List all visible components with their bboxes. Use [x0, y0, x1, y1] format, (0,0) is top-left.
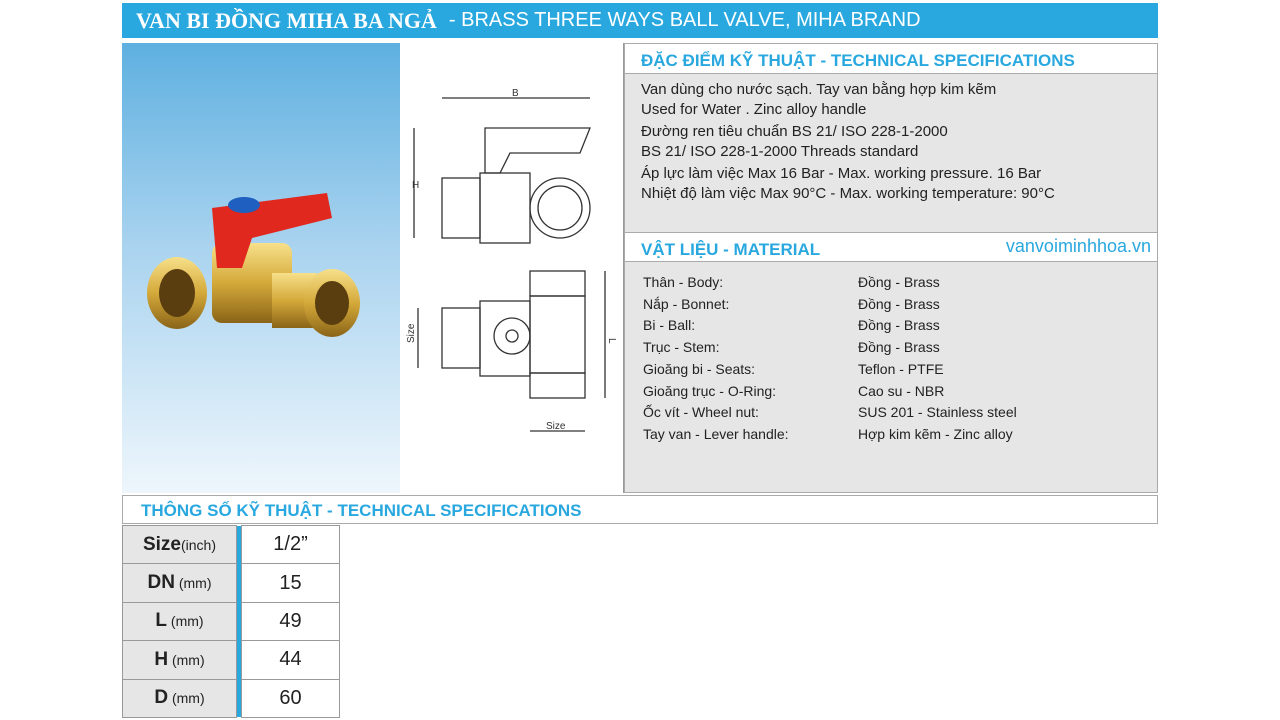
dim-size-bottom: Size [546, 421, 566, 432]
param-value: 1/2” [242, 526, 340, 564]
param-unit: (mm) [171, 690, 205, 707]
material-part: Thân - Body: [643, 274, 724, 290]
param-name: D [154, 687, 169, 709]
title-vn: VAN BI ĐỒNG MIHA BA NGẢ [136, 7, 437, 33]
param-value: 49 [242, 602, 340, 640]
material-value: Hợp kim kẽm - Zinc alloy [858, 425, 1013, 442]
dim-size-side: Size [406, 323, 417, 343]
material-list [625, 262, 1157, 456]
spec-line: BS 21/ ISO 228-1-2000 Threads standard [641, 143, 919, 160]
param-name: L [155, 610, 168, 632]
material-value: Đồng - Brass [858, 295, 940, 312]
param-value: 44 [242, 641, 340, 679]
table-row [123, 679, 340, 717]
material-part: Bi - Ball: [643, 317, 696, 334]
param-unit: (inch) [181, 536, 217, 553]
table-row [123, 564, 340, 602]
specs-heading: ĐẶC ĐIỂM KỸ THUẬT - TECHNICAL SPECIFICATIONS [625, 44, 1157, 74]
material-part: Gioăng trục - O-Ring: [643, 382, 777, 399]
table-row [123, 526, 340, 564]
material-value: Đồng - Brass [858, 317, 940, 334]
material-value: SUS 201 - Stainless steel [858, 404, 1017, 421]
spec-line: Nhiệt độ làm việc Max 90°C - Max. working temperature: 90°C [641, 185, 1055, 202]
dim-h: H [412, 180, 420, 191]
spec-line: Van dùng cho nước sạch. Tay van bằng hợp kim kẽm [641, 81, 997, 98]
dim-l: L [606, 338, 617, 344]
spec-table [122, 525, 340, 718]
title-en: - BRASS THREE WAYS BALL VALVE, MIHA BRAND [448, 9, 921, 31]
product-photo [122, 43, 400, 493]
spec-line: Đường ren tiêu chuẩn BS 21/ ISO 228-1-2000 [641, 123, 948, 140]
param-name: Size [142, 533, 181, 555]
material-value: Đồng - Brass [858, 274, 940, 290]
material-title: VẬT LIỆU - MATERIAL [641, 240, 821, 259]
table-title: THÔNG SỐ KỸ THUẬT - TECHNICAL SPECIFICATIONS [122, 495, 1158, 524]
material-part: Trục - Stem: [643, 339, 720, 356]
technical-drawing [400, 43, 624, 493]
spec-line: Used for Water . Zinc alloy handle [641, 101, 867, 118]
dim-b: B [512, 88, 519, 99]
param-unit: (mm) [178, 575, 212, 592]
param-value: 60 [242, 679, 340, 717]
param-value: 15 [242, 564, 340, 602]
material-value: Đồng - Brass [858, 339, 940, 356]
table-row [123, 641, 340, 679]
title-bar [122, 3, 1158, 38]
material-part: Gioăng bi - Seats: [643, 360, 756, 377]
table-row [123, 602, 340, 640]
material-value: Teflon - PTFE [858, 360, 944, 377]
spec-line: Áp lực làm việc Max 16 Bar - Max. working pressure. 16 Bar [641, 165, 1042, 182]
material-part: Ốc vít - Wheel nut: [643, 404, 759, 421]
material-value: Cao su - NBR [858, 382, 945, 399]
website-link[interactable]: vanvoiminhhoa.vn [1005, 236, 1151, 256]
param-unit: (mm) [171, 651, 205, 668]
param-name: DN [147, 572, 175, 594]
param-name: H [154, 648, 169, 670]
spec-panel [624, 43, 1158, 493]
param-unit: (mm) [170, 613, 204, 630]
material-heading [625, 232, 1157, 262]
specs-body [625, 74, 1157, 232]
material-part: Nắp - Bonnet: [643, 295, 730, 312]
ball-valve-image [122, 43, 400, 493]
material-part: Tay van - Lever handle: [643, 425, 789, 442]
